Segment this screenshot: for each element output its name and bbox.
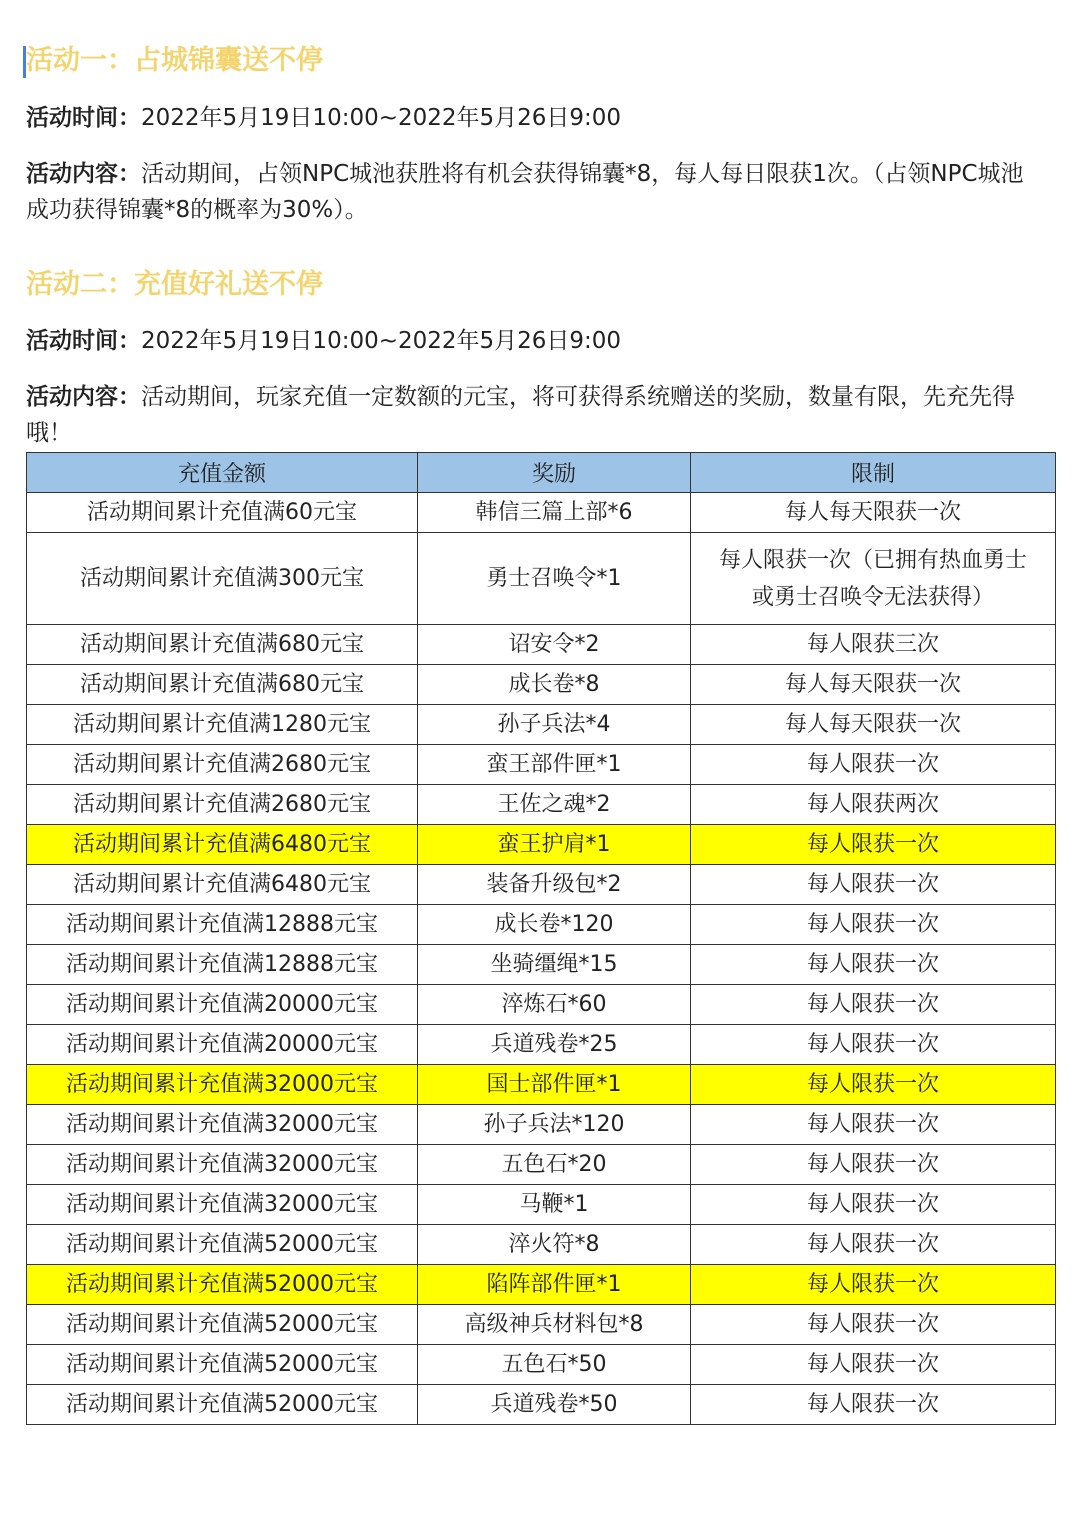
table-row [27,1265,1056,1305]
cell-reward: 高级神兵材料包*8 [418,1305,691,1345]
cell-amount: 活动期间累计充值满32000元宝 [27,1105,418,1145]
table-row [27,865,1056,905]
activity2-title-text: 活动二：充值好礼送不停 [26,269,323,300]
text-cursor [23,46,26,78]
cell-amount: 活动期间累计充值满1280元宝 [27,705,418,745]
activity2-content-value: 活动期间，玩家充值一定数额的元宝，将可获得系统赠送的奖励，数量有限，先充先得哦！ [26,384,1015,446]
cell-reward: 坐骑缰绳*15 [418,945,691,985]
cell-amount: 活动期间累计充值满20000元宝 [27,1025,418,1065]
activity2-content-label: 活动内容： [26,384,141,410]
header-limit: 限制 [691,453,1056,493]
activity2-time [26,323,1026,359]
header-reward: 奖励 [418,453,691,493]
activity1-time-value: 2022年5月19日10:00~2022年5月26日9:00 [141,105,622,131]
cell-reward: 蛮王护肩*1 [418,825,691,865]
cell-reward: 诏安令*2 [418,625,691,665]
cell-limit: 每人限获一次 [691,1305,1056,1345]
activity1-content-value: 活动期间，占领NPC城池获胜将有机会获得锦囊*8，每人每日限获1次。（占领NPC城池成功获得锦囊*8的概率为30%）。 [26,161,1024,223]
cell-amount: 活动期间累计充值满52000元宝 [27,1265,418,1305]
table-row [27,1065,1056,1105]
cell-limit: 每人限获一次（已拥有热血勇士或勇士召唤令无法获得） [691,533,1056,625]
cell-amount: 活动期间累计充值满680元宝 [27,665,418,705]
table-row [27,1225,1056,1265]
cell-amount: 活动期间累计充值满2680元宝 [27,745,418,785]
table-row [27,533,1056,625]
activity2-time-value: 2022年5月19日10:00~2022年5月26日9:00 [141,328,622,354]
table-row [27,945,1056,985]
cell-limit: 每人限获一次 [691,825,1056,865]
table-row [27,985,1056,1025]
cell-amount: 活动期间累计充值满6480元宝 [27,825,418,865]
cell-reward: 陷阵部件匣*1 [418,1265,691,1305]
cell-limit: 每人限获两次 [691,785,1056,825]
activity2-time-label: 活动时间： [26,328,141,354]
activity1-title [26,41,323,81]
cell-reward: 国士部件匣*1 [418,1065,691,1105]
cell-limit: 每人限获一次 [691,1385,1056,1425]
cell-amount: 活动期间累计充值满32000元宝 [27,1065,418,1105]
cell-limit: 每人限获一次 [691,1225,1056,1265]
cell-amount: 活动期间累计充值满6480元宝 [27,865,418,905]
cell-limit: 每人限获一次 [691,985,1056,1025]
activity1-title-text: 活动一：占城锦囊送不停 [26,45,323,76]
cell-reward: 成长卷*120 [418,905,691,945]
cell-reward: 兵道残卷*50 [418,1385,691,1425]
activity1-time [26,100,1026,136]
cell-reward: 淬炼石*60 [418,985,691,1025]
cell-limit: 每人限获一次 [691,1065,1056,1105]
cell-amount: 活动期间累计充值满52000元宝 [27,1385,418,1425]
rewards-table [26,452,1056,1425]
table-row [27,1145,1056,1185]
cell-limit: 每人限获一次 [691,1265,1056,1305]
cell-amount: 活动期间累计充值满32000元宝 [27,1145,418,1185]
table-row [27,705,1056,745]
cell-amount: 活动期间累计充值满2680元宝 [27,785,418,825]
table-row [27,1185,1056,1225]
cell-reward: 淬火符*8 [418,1225,691,1265]
cell-reward: 五色石*50 [418,1345,691,1385]
cell-limit: 每人每天限获一次 [691,705,1056,745]
cell-reward: 马鞭*1 [418,1185,691,1225]
header-amount: 充值金额 [27,453,418,493]
cell-limit: 每人限获一次 [691,865,1056,905]
cell-limit: 每人限获一次 [691,1105,1056,1145]
cell-limit: 每人限获一次 [691,1185,1056,1225]
cell-limit: 每人限获三次 [691,625,1056,665]
cell-amount: 活动期间累计充值满60元宝 [27,493,418,533]
table-row [27,1385,1056,1425]
rewards-table-body [27,493,1056,1425]
cell-limit: 每人每天限获一次 [691,665,1056,705]
activity1-content [26,156,1026,228]
table-row [27,493,1056,533]
cell-reward: 勇士召唤令*1 [418,533,691,625]
cell-reward: 孙子兵法*120 [418,1105,691,1145]
cell-amount: 活动期间累计充值满300元宝 [27,533,418,625]
cell-limit: 每人限获一次 [691,945,1056,985]
cell-amount: 活动期间累计充值满52000元宝 [27,1345,418,1385]
cell-limit: 每人限获一次 [691,1145,1056,1185]
activity2-content [26,379,1026,451]
cell-amount: 活动期间累计充值满32000元宝 [27,1185,418,1225]
table-row [27,785,1056,825]
cell-amount: 活动期间累计充值满680元宝 [27,625,418,665]
cell-limit: 每人限获一次 [691,905,1056,945]
cell-limit: 每人限获一次 [691,745,1056,785]
cell-limit: 每人每天限获一次 [691,493,1056,533]
cell-reward: 韩信三篇上部*6 [418,493,691,533]
cell-reward: 兵道残卷*25 [418,1025,691,1065]
cell-reward: 王佐之魂*2 [418,785,691,825]
cell-amount: 活动期间累计充值满12888元宝 [27,905,418,945]
table-row [27,625,1056,665]
activity1-content-label: 活动内容： [26,161,141,187]
table-header-row [27,453,1056,493]
table-row [27,1345,1056,1385]
cell-reward: 装备升级包*2 [418,865,691,905]
activity2-title [26,265,323,305]
table-row [27,1025,1056,1065]
cell-amount: 活动期间累计充值满20000元宝 [27,985,418,1025]
table-row [27,905,1056,945]
table-row [27,825,1056,865]
table-row [27,665,1056,705]
cell-reward: 成长卷*8 [418,665,691,705]
cell-amount: 活动期间累计充值满52000元宝 [27,1305,418,1345]
table-row [27,745,1056,785]
cell-amount: 活动期间累计充值满52000元宝 [27,1225,418,1265]
activity1-time-label: 活动时间： [26,105,141,131]
cell-limit: 每人限获一次 [691,1345,1056,1385]
table-row [27,1305,1056,1345]
cell-reward: 孙子兵法*4 [418,705,691,745]
cell-amount: 活动期间累计充值满12888元宝 [27,945,418,985]
table-row [27,1105,1056,1145]
cell-reward: 五色石*20 [418,1145,691,1185]
cell-reward: 蛮王部件匣*1 [418,745,691,785]
cell-limit: 每人限获一次 [691,1025,1056,1065]
